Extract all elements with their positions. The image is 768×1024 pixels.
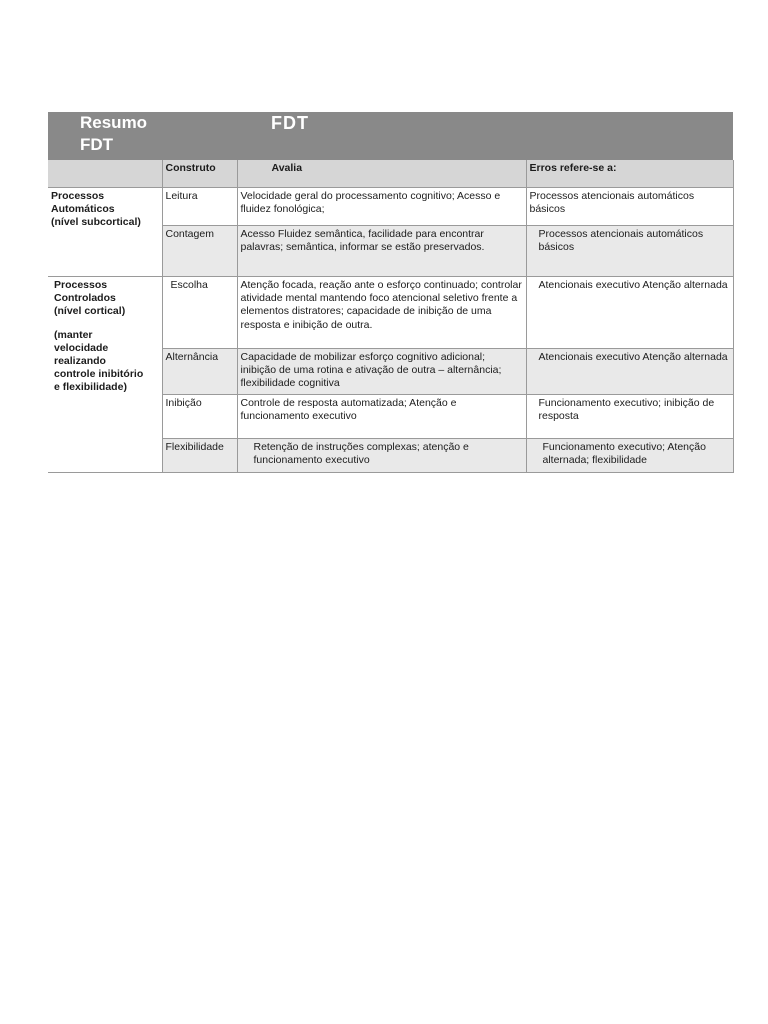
header-blank xyxy=(48,160,162,188)
erros-cell: Processos atencionais automáticos básicos xyxy=(526,226,733,277)
avalia-cell: Acesso Fluidez semântica, facilidade para encontrar palavras; semântica, informar se estão preservados. xyxy=(237,226,526,277)
table-row xyxy=(48,188,733,226)
avalia-cell: Capacidade de mobilizar esforço cognitivo adicional; inibição de uma rotina e ativação de outra – alternância; flexibilidade cognitiva xyxy=(237,349,526,395)
group-label-line: Processos xyxy=(54,279,108,291)
avalia-cell: Atenção focada, reação ante o esforço continuado; controlar atividade mental mantendo foco atencional seletivo frente a elementos distratores; capacidade de inibição de uma resposta e inibição de outra. xyxy=(237,277,526,349)
erros-cell: Atencionais executivo Atenção alternada xyxy=(526,349,733,395)
table-row xyxy=(48,277,733,349)
group-label-controlados xyxy=(48,277,162,473)
group-label-line: e flexibilidade) xyxy=(54,381,127,394)
erros-cell: Processos atencionais automáticos básicos xyxy=(526,188,733,226)
header-construto: Construto xyxy=(162,160,237,188)
group-label-line: velocidade xyxy=(54,341,109,354)
title-line-2: FDT xyxy=(80,135,114,154)
fdt-summary-document xyxy=(48,112,733,473)
group-label-line: Processos xyxy=(51,190,105,202)
construto-cell: Escolha xyxy=(162,277,237,349)
group-label-line: Controlados xyxy=(54,292,116,305)
header-avalia: Avalia xyxy=(237,160,526,188)
group-label-line: (nível subcortical) xyxy=(51,216,141,229)
avalia-cell: Velocidade geral do processamento cognitivo; Acesso e fluidez fonológica; xyxy=(237,188,526,226)
erros-cell: Funcionamento executivo; Atenção alternada; flexibilidade xyxy=(526,439,733,473)
table-title-bar xyxy=(48,112,733,160)
erros-cell: Atencionais executivo Atenção alternada xyxy=(526,277,733,349)
construto-cell: Flexibilidade xyxy=(162,439,237,473)
header-erros: Erros refere-se a: xyxy=(526,160,733,188)
group-label-line: controle inibitório xyxy=(54,368,144,381)
group-label-automaticos xyxy=(48,188,162,277)
group-label-line: (manter xyxy=(54,328,93,341)
center-title: FDT xyxy=(271,113,309,133)
avalia-cell: Retenção de instruções complexas; atenção e funcionamento executivo xyxy=(237,439,526,473)
construto-cell: Alternância xyxy=(162,349,237,395)
group-label-line: (nível cortical) xyxy=(54,305,126,318)
construto-cell: Contagem xyxy=(162,226,237,277)
table-header-row xyxy=(48,160,733,188)
group-label-line: Automáticos xyxy=(51,203,115,216)
construto-cell: Leitura xyxy=(162,188,237,226)
construto-cell: Inibição xyxy=(162,395,237,439)
group-label-line: realizando xyxy=(54,355,106,368)
erros-cell: Funcionamento executivo; inibição de resposta xyxy=(526,395,733,439)
avalia-cell: Controle de resposta automatizada; Atenção e funcionamento executivo xyxy=(237,395,526,439)
title-line-1: Resumo xyxy=(80,113,148,132)
fdt-table xyxy=(48,160,734,473)
